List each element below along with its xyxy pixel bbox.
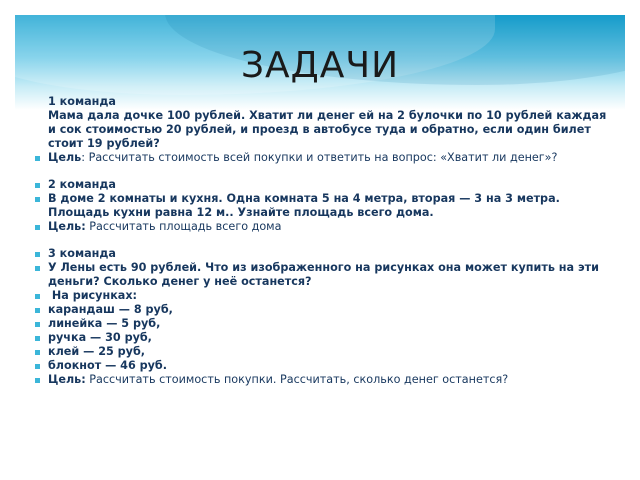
team3-item: ручка — 30 руб, (35, 331, 610, 345)
team1-goal-text: : Рассчитать стоимость всей покупки и ответить на вопрос: «Хватит ли денег»? (81, 151, 558, 164)
team1-goal-label: Цель (48, 151, 82, 164)
team2-heading: 2 команда (35, 178, 610, 192)
slide-content (35, 95, 610, 387)
team2-task: В доме 2 комнаты и кухня. Одна комната 5 на 4 метра, вторая — 3 на 3 метра. Площадь кухни равна 12 м.. Узнайте площадь всего дома. (35, 192, 610, 220)
team3-item: карандаш — 8 руб, (35, 303, 610, 317)
team2-goal-text: Рассчитать площадь всего дома (85, 220, 282, 233)
team1-goal (35, 151, 610, 165)
team1-task: Мама дала дочке 100 рублей. Хватит ли денег ей на 2 булочки по 10 рублей каждая и сок стоимостью 20 рублей, и проезд в автобусе туда и обратно, если один билет стоит 19 рублей? (48, 109, 607, 150)
team3-pictures-label: На рисунках: (35, 289, 610, 303)
team3-item: клей — 25 руб, (35, 345, 610, 359)
team3-item: линейка — 5 руб, (35, 317, 610, 331)
team3-task: У Лены есть 90 рублей. Что из изображенного на рисунках она может купить на эти деньги? Сколько денег у неё останется? (35, 261, 610, 289)
team1-heading: 1 команда (48, 95, 116, 108)
team3-item: блокнот — 46 руб. (35, 359, 610, 373)
team3-goal-label: Цель: (48, 373, 86, 386)
team3-goal-text: Рассчитать стоимость покупки. Рассчитать, сколько денег останется? (85, 373, 509, 386)
team2-goal-label: Цель: (48, 220, 86, 233)
team3-heading: 3 команда (35, 247, 610, 261)
slide (15, 15, 625, 465)
team3-goal (35, 373, 610, 387)
slide-title: ЗАДАЧИ (240, 45, 400, 86)
team2-goal (35, 220, 610, 234)
